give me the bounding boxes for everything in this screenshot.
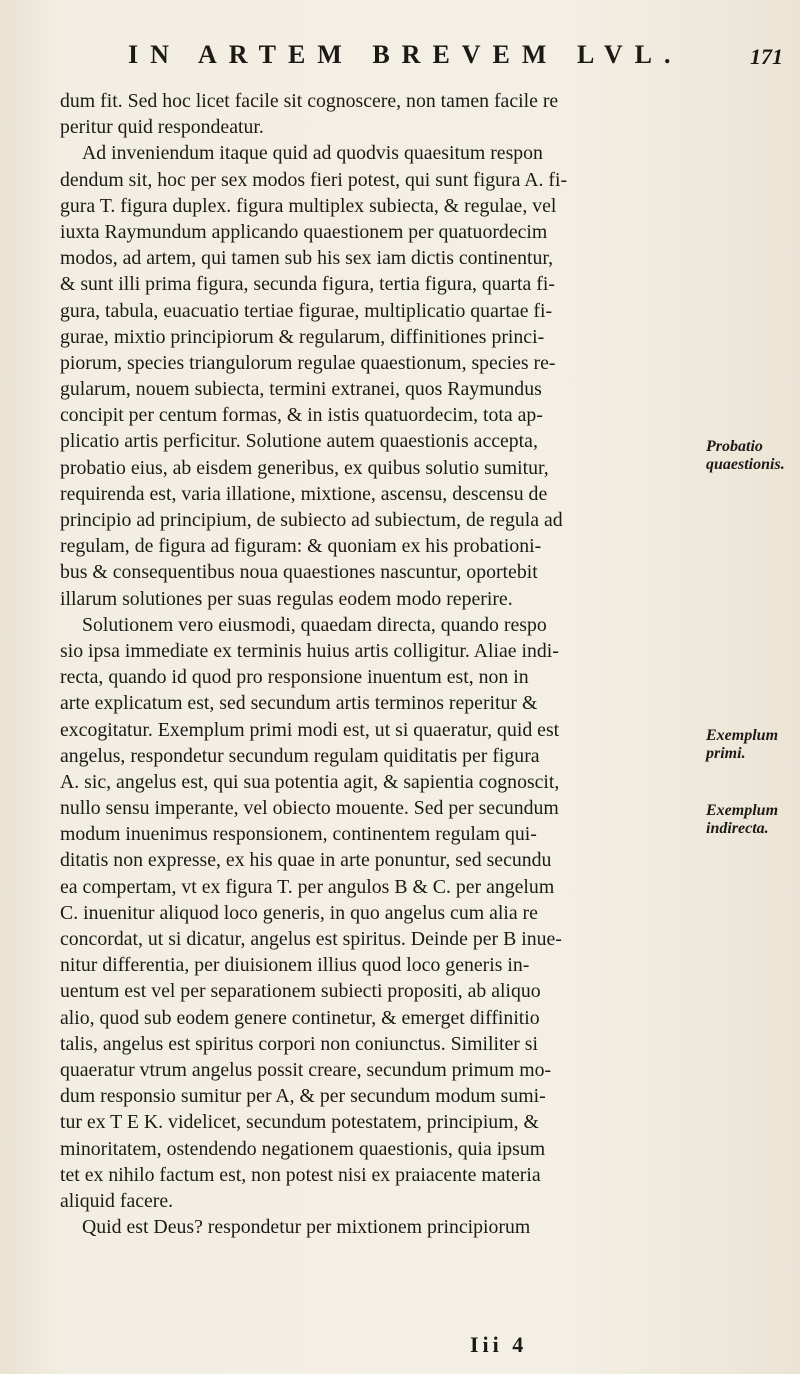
signature-mark: Iii 4 [470,1332,528,1357]
text-line: concipit per centum formas, & in istis quatuordecim, tota ap- [60,404,543,427]
margin-note-exemplum-indirecta [706,802,798,838]
page-header [0,40,800,80]
text-line: nitur differentia, per diuisionem illius quod loco generis in- [60,954,530,977]
text-line: piorum, species triangulorum regulae quaestionum, species re- [60,351,556,374]
text-line: excogitatur. Exemplum primi modi est, ut si quaeratur, quid est [60,718,560,741]
body-text [60,88,710,1240]
text-line: ea compertam, vt ex figura T. per angulos B & C. per angelum [60,875,555,898]
margin-note-exemplum-primi [706,727,798,763]
text-line: plicatio artis perficitur. Solutione autem quaestionis accepta, [60,430,538,453]
text-line: modum inuenimus responsionem, continentem regulam qui- [60,823,537,846]
text-line: Ad inveniendum itaque quid ad quodvis quaesitum respon [82,142,543,165]
text-line: modos, ad artem, qui tamen sub his sex iam dictis continentur, [60,247,554,270]
text-line: requirenda est, varia illatione, mixtione, ascensu, descensu de [60,482,548,505]
text-line: nullo sensu imperante, vel obiecto mouente. Sed per secundum [60,797,559,820]
text-line: sio ipsa immediate ex terminis huius artis colligitur. Aliae indi- [60,639,559,662]
page-number: 171 [750,44,783,69]
text-line: probatio eius, ab eisdem generibus, ex quibus solutio sumitur, [60,456,549,479]
text-line: peritur quid respondeatur. [60,116,264,139]
text-line: talis, angelus est spiritus corpori non coniunctus. Similiter si [60,1032,538,1055]
text-line: gularum, nouem subiecta, termini extranei, quos Raymundus [60,378,542,401]
text-line: ditatis non expresse, ex his quae in arte ponuntur, sed secundu [60,849,552,872]
text-line: tet ex nihilo factum est, non potest nisi ex praiacente materia [60,1163,541,1186]
text-line: aliquid facere. [60,1189,174,1212]
text-line: concordat, ut si dicatur, angelus est spiritus. Deinde per B inue- [60,928,562,950]
text-line: gurae, mixtio principiorum & regularum, diffinitiones princi- [60,325,545,348]
margin-note-line: quaestionis. [706,456,785,473]
margin-note-line: Probatio [706,438,763,455]
text-line: angelus, respondetur secundum regulam quiditatis per figura [60,744,540,767]
text-line: arte explicatum est, sed secundum artis terminos reperitur & [60,692,538,715]
text-line: dum fit. Sed hoc licet facile sit cognoscere, non tamen facile re [60,90,559,112]
text-line: regulam, de figura ad figuram: & quoniam ex his probationi- [60,535,542,558]
text-line: C. inuenitur aliquod loco generis, in quo angelus cum alia re [60,901,538,924]
margin-note-line: Exemplum [706,727,779,744]
text-line: tur ex T E K. videlicet, secundum potestatem, principium, & [60,1111,539,1134]
text-line: gura, tabula, euacuatio tertiae figurae, multiplicatio quartae fi- [60,299,553,322]
text-line: recta, quando id quod pro responsione inuentum est, non in [60,666,529,689]
text-line: & sunt illi prima figura, secunda figura, tertia figura, quarta fi- [60,273,555,296]
text-line: dum responsio sumitur per A, & per secundum modum sumi- [60,1085,546,1108]
margin-note-line: indirecta. [706,820,769,837]
margin-note-line: primi. [706,745,746,762]
text-line: Quid est Deus? respondetur per mixtionem principiorum [82,1216,531,1239]
text-line: iuxta Raymundum applicando quaestionem per quatuordecim [60,220,548,243]
text-line: minoritatem, ostendendo negationem quaestionis, quia ipsum [60,1137,546,1160]
running-title: IN ARTEM BREVEM LVL. [128,40,683,69]
text-line: A. sic, angelus est, qui sua potentia agit, & sapientia cognoscit, [60,770,560,793]
text-line: Solutionem vero eiusmodi, quaedam directa, quando respo [82,613,547,636]
text-line: uentum est vel per separationem subiecti propositi, ab aliquo [60,980,541,1003]
text-line: alio, quod sub eodem genere continetur, & emerget diffinitio [60,1006,540,1029]
margin-note-line: Exemplum [706,802,779,819]
margin-note-probatio [706,438,798,474]
text-line: principio ad principium, de subiecto ad subiectum, de regula ad [60,509,563,531]
text-line: quaeratur vtrum angelus possit creare, secundum primum mo- [60,1058,552,1081]
text-line: bus & consequentibus noua quaestiones nascuntur, oportebit [60,561,538,584]
text-line: gura T. figura duplex. figura multiplex subiecta, & regulae, vel [60,194,557,217]
text-line: dendum sit, hoc per sex modos fieri potest, qui sunt figura A. fi- [60,168,568,191]
text-line: illarum solutiones per suas regulas eodem modo reperire. [60,587,513,610]
